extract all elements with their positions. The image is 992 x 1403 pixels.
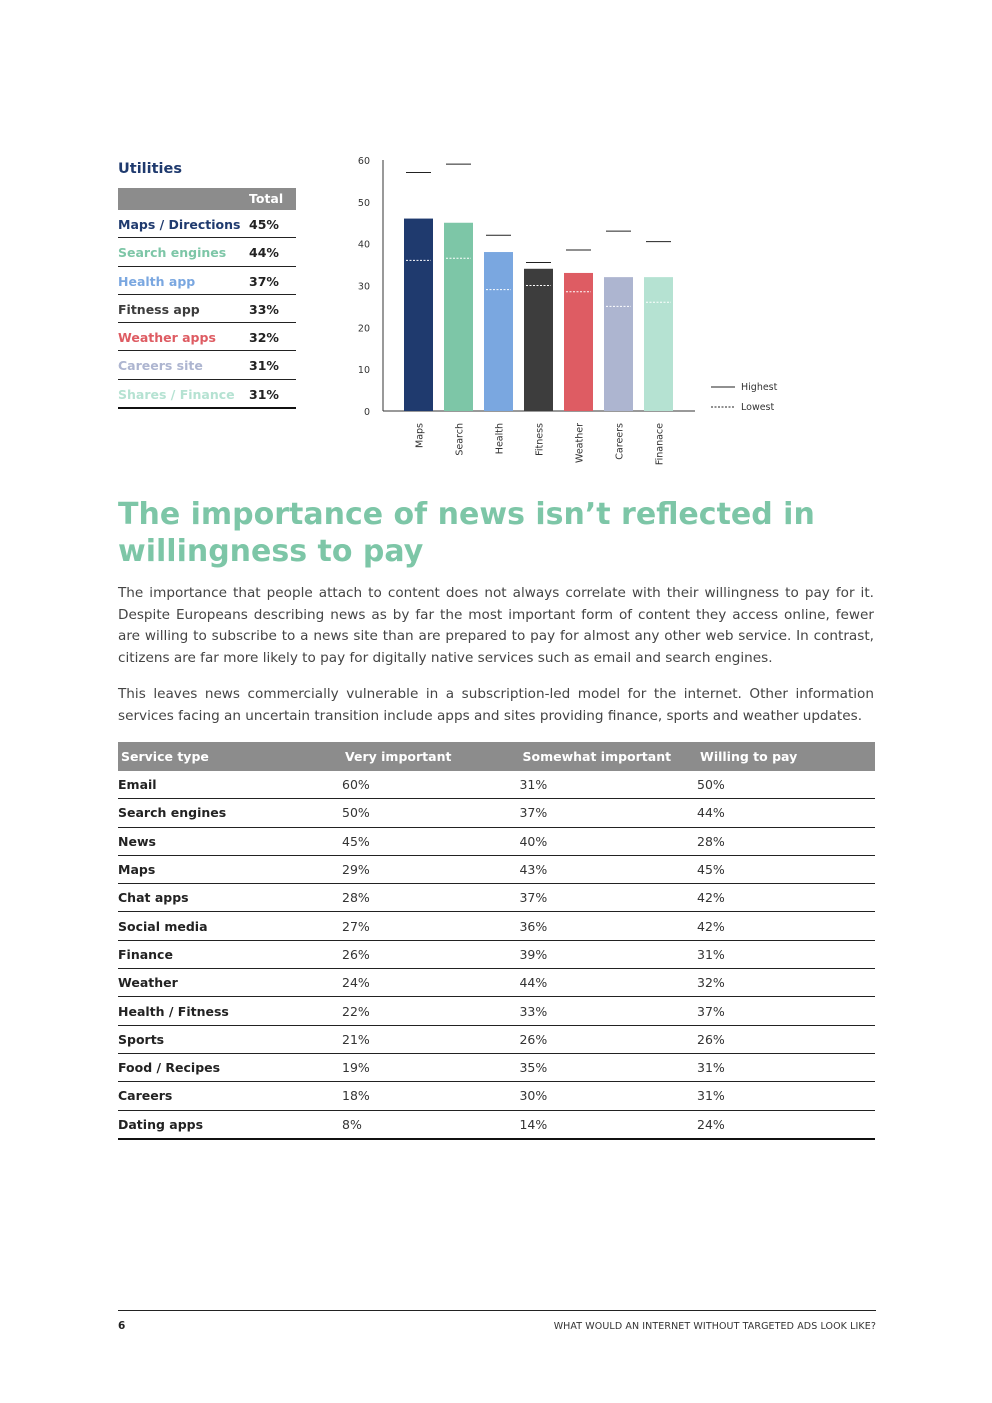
- percent-cell: 8%: [342, 1110, 519, 1139]
- percent-cell: 42%: [697, 884, 875, 912]
- y-tick-label: 40: [357, 239, 370, 251]
- y-tick-label: 20: [357, 323, 370, 335]
- column-header-willing-to-pay: Willing to pay: [697, 742, 875, 771]
- percent-cell: 50%: [697, 771, 875, 799]
- percent-cell: 33%: [519, 997, 697, 1025]
- percent-cell: 29%: [342, 855, 519, 883]
- service-type-table: [118, 742, 875, 1140]
- table-row: [118, 855, 875, 883]
- utilities-row-label: Careers site: [118, 358, 203, 374]
- table-row: [118, 912, 875, 940]
- percent-cell: 32%: [697, 969, 875, 997]
- utilities-row-value: 44%: [249, 245, 279, 261]
- y-tick-label: 50: [357, 197, 370, 209]
- column-header-very-important: Very important: [342, 742, 519, 771]
- chart-bar: [404, 219, 433, 411]
- percent-cell: 28%: [342, 884, 519, 912]
- table-row: [118, 1025, 875, 1053]
- service-name-cell: News: [118, 827, 342, 855]
- percent-cell: 28%: [697, 827, 875, 855]
- service-name-cell: Social media: [118, 912, 342, 940]
- body-paragraph: This leaves news commercially vulnerable in a subscription-led model for the internet. Other information services facing an uncertain transition include apps and sites providing finance, sports and weather updates.: [118, 686, 874, 724]
- percent-cell: 44%: [519, 969, 697, 997]
- utilities-row-label: Search engines: [118, 245, 227, 261]
- service-name-cell: Maps: [118, 855, 342, 883]
- x-tick-label: Fitness: [534, 423, 546, 456]
- utilities-row-value: 37%: [249, 273, 279, 289]
- percent-cell: 43%: [519, 855, 697, 883]
- utilities-row: [118, 295, 296, 323]
- utilities-row-label: Shares / Finance: [118, 386, 235, 402]
- utilities-table-header: [118, 188, 296, 210]
- percent-cell: 42%: [697, 912, 875, 940]
- service-name-cell: Health / Fitness: [118, 997, 342, 1025]
- section-heading: The importance of news isn’t reflected in willingness to pay: [118, 497, 815, 569]
- percent-cell: 45%: [342, 827, 519, 855]
- utilities-row-value: 31%: [249, 358, 279, 374]
- utilities-row-label: Fitness app: [118, 301, 200, 317]
- service-name-cell: Chat apps: [118, 884, 342, 912]
- chart-bar: [644, 277, 673, 411]
- utilities-row: [118, 210, 296, 238]
- percent-cell: 24%: [697, 1110, 875, 1139]
- x-tick-label: Careers: [614, 423, 626, 460]
- total-column-header: Total: [249, 191, 284, 206]
- service-name-cell: Weather: [118, 969, 342, 997]
- y-tick-label: 10: [357, 365, 370, 377]
- percent-cell: 40%: [519, 827, 697, 855]
- footer-divider: [118, 1310, 876, 1311]
- table-header-row: [118, 742, 875, 771]
- footer-title: WHAT WOULD AN INTERNET WITHOUT TARGETED ADS LOOK LIKE?: [553, 1321, 876, 1332]
- percent-cell: 27%: [342, 912, 519, 940]
- service-name-cell: Sports: [118, 1025, 342, 1053]
- chart-bar: [444, 223, 473, 411]
- table-row: [118, 1110, 875, 1139]
- column-header-service-type: Service type: [118, 742, 342, 771]
- utilities-row-value: 33%: [249, 301, 279, 317]
- percent-cell: 37%: [519, 884, 697, 912]
- table-row: [118, 1082, 875, 1110]
- page-number: 6: [118, 1320, 126, 1332]
- table-row: [118, 1053, 875, 1081]
- table-row: [118, 940, 875, 968]
- table-row: [118, 969, 875, 997]
- utilities-row-value: 45%: [249, 217, 279, 232]
- percent-cell: 31%: [697, 1053, 875, 1081]
- chart-bar: [604, 277, 633, 411]
- service-name-cell: Search engines: [118, 799, 342, 827]
- service-name-cell: Dating apps: [118, 1110, 342, 1139]
- percent-cell: 21%: [342, 1025, 519, 1053]
- percent-cell: 19%: [342, 1053, 519, 1081]
- x-tick-label: Maps: [414, 423, 426, 448]
- percent-cell: 31%: [697, 1082, 875, 1110]
- percent-cell: 30%: [519, 1082, 697, 1110]
- utilities-row-label: Health app: [118, 273, 196, 289]
- x-tick-label: Finanace: [654, 423, 666, 466]
- percent-cell: 26%: [519, 1025, 697, 1053]
- percent-cell: 22%: [342, 997, 519, 1025]
- percent-cell: 37%: [519, 799, 697, 827]
- utilities-row-label: Maps / Directions: [118, 217, 241, 232]
- percent-cell: 60%: [342, 771, 519, 799]
- service-name-cell: Careers: [118, 1082, 342, 1110]
- y-tick-label: 60: [357, 156, 370, 167]
- legend-highest-label: Highest: [741, 382, 778, 393]
- percent-cell: 44%: [697, 799, 875, 827]
- percent-cell: 14%: [519, 1110, 697, 1139]
- x-tick-label: Weather: [574, 423, 586, 463]
- utilities-title: Utilities: [118, 161, 182, 177]
- table-row: [118, 799, 875, 827]
- percent-cell: 35%: [519, 1053, 697, 1081]
- chart-bar: [484, 252, 513, 411]
- percent-cell: 39%: [519, 940, 697, 968]
- percent-cell: 36%: [519, 912, 697, 940]
- legend-lowest-label: Lowest: [741, 402, 775, 413]
- percent-cell: 18%: [342, 1082, 519, 1110]
- percent-cell: 31%: [519, 771, 697, 799]
- y-tick-label: 30: [357, 281, 370, 293]
- percent-cell: 45%: [697, 855, 875, 883]
- utilities-row-value: 32%: [249, 330, 279, 346]
- utilities-bar-chart: [340, 145, 800, 475]
- percent-cell: 26%: [697, 1025, 875, 1053]
- utilities-table: [118, 188, 296, 409]
- table-row: [118, 771, 875, 799]
- service-table-body: [118, 771, 875, 1139]
- service-name-cell: Email: [118, 771, 342, 799]
- percent-cell: 37%: [697, 997, 875, 1025]
- percent-cell: 50%: [342, 799, 519, 827]
- body-paragraph: The importance that people attach to content does not always correlate with their willingness to pay for it. Despite Europeans describing news as by far the most important form of content they access online, fewer are willing to subscribe to a news site than are prepared to pay for almost any other web service. In contrast, citizens are far more likely to pay for digitally native services such as email and search engines.: [118, 585, 874, 666]
- percent-cell: 26%: [342, 940, 519, 968]
- x-tick-label: Health: [494, 423, 506, 455]
- table-row: [118, 884, 875, 912]
- column-header-somewhat-important: Somewhat important: [519, 742, 697, 771]
- service-name-cell: Finance: [118, 940, 342, 968]
- utilities-row: [118, 380, 296, 409]
- table-row: [118, 997, 875, 1025]
- service-name-cell: Food / Recipes: [118, 1053, 342, 1081]
- x-tick-label: Search: [454, 423, 466, 456]
- utilities-row-value: 31%: [249, 386, 279, 402]
- utilities-row: [118, 323, 296, 351]
- chart-bar: [564, 273, 593, 411]
- percent-cell: 24%: [342, 969, 519, 997]
- utilities-row: [118, 238, 296, 266]
- chart-bar: [524, 269, 553, 411]
- y-tick-label: 0: [363, 407, 370, 418]
- utilities-row: [118, 267, 296, 295]
- utilities-row-label: Weather apps: [118, 330, 216, 346]
- utilities-row: [118, 351, 296, 379]
- percent-cell: 31%: [697, 940, 875, 968]
- table-row: [118, 827, 875, 855]
